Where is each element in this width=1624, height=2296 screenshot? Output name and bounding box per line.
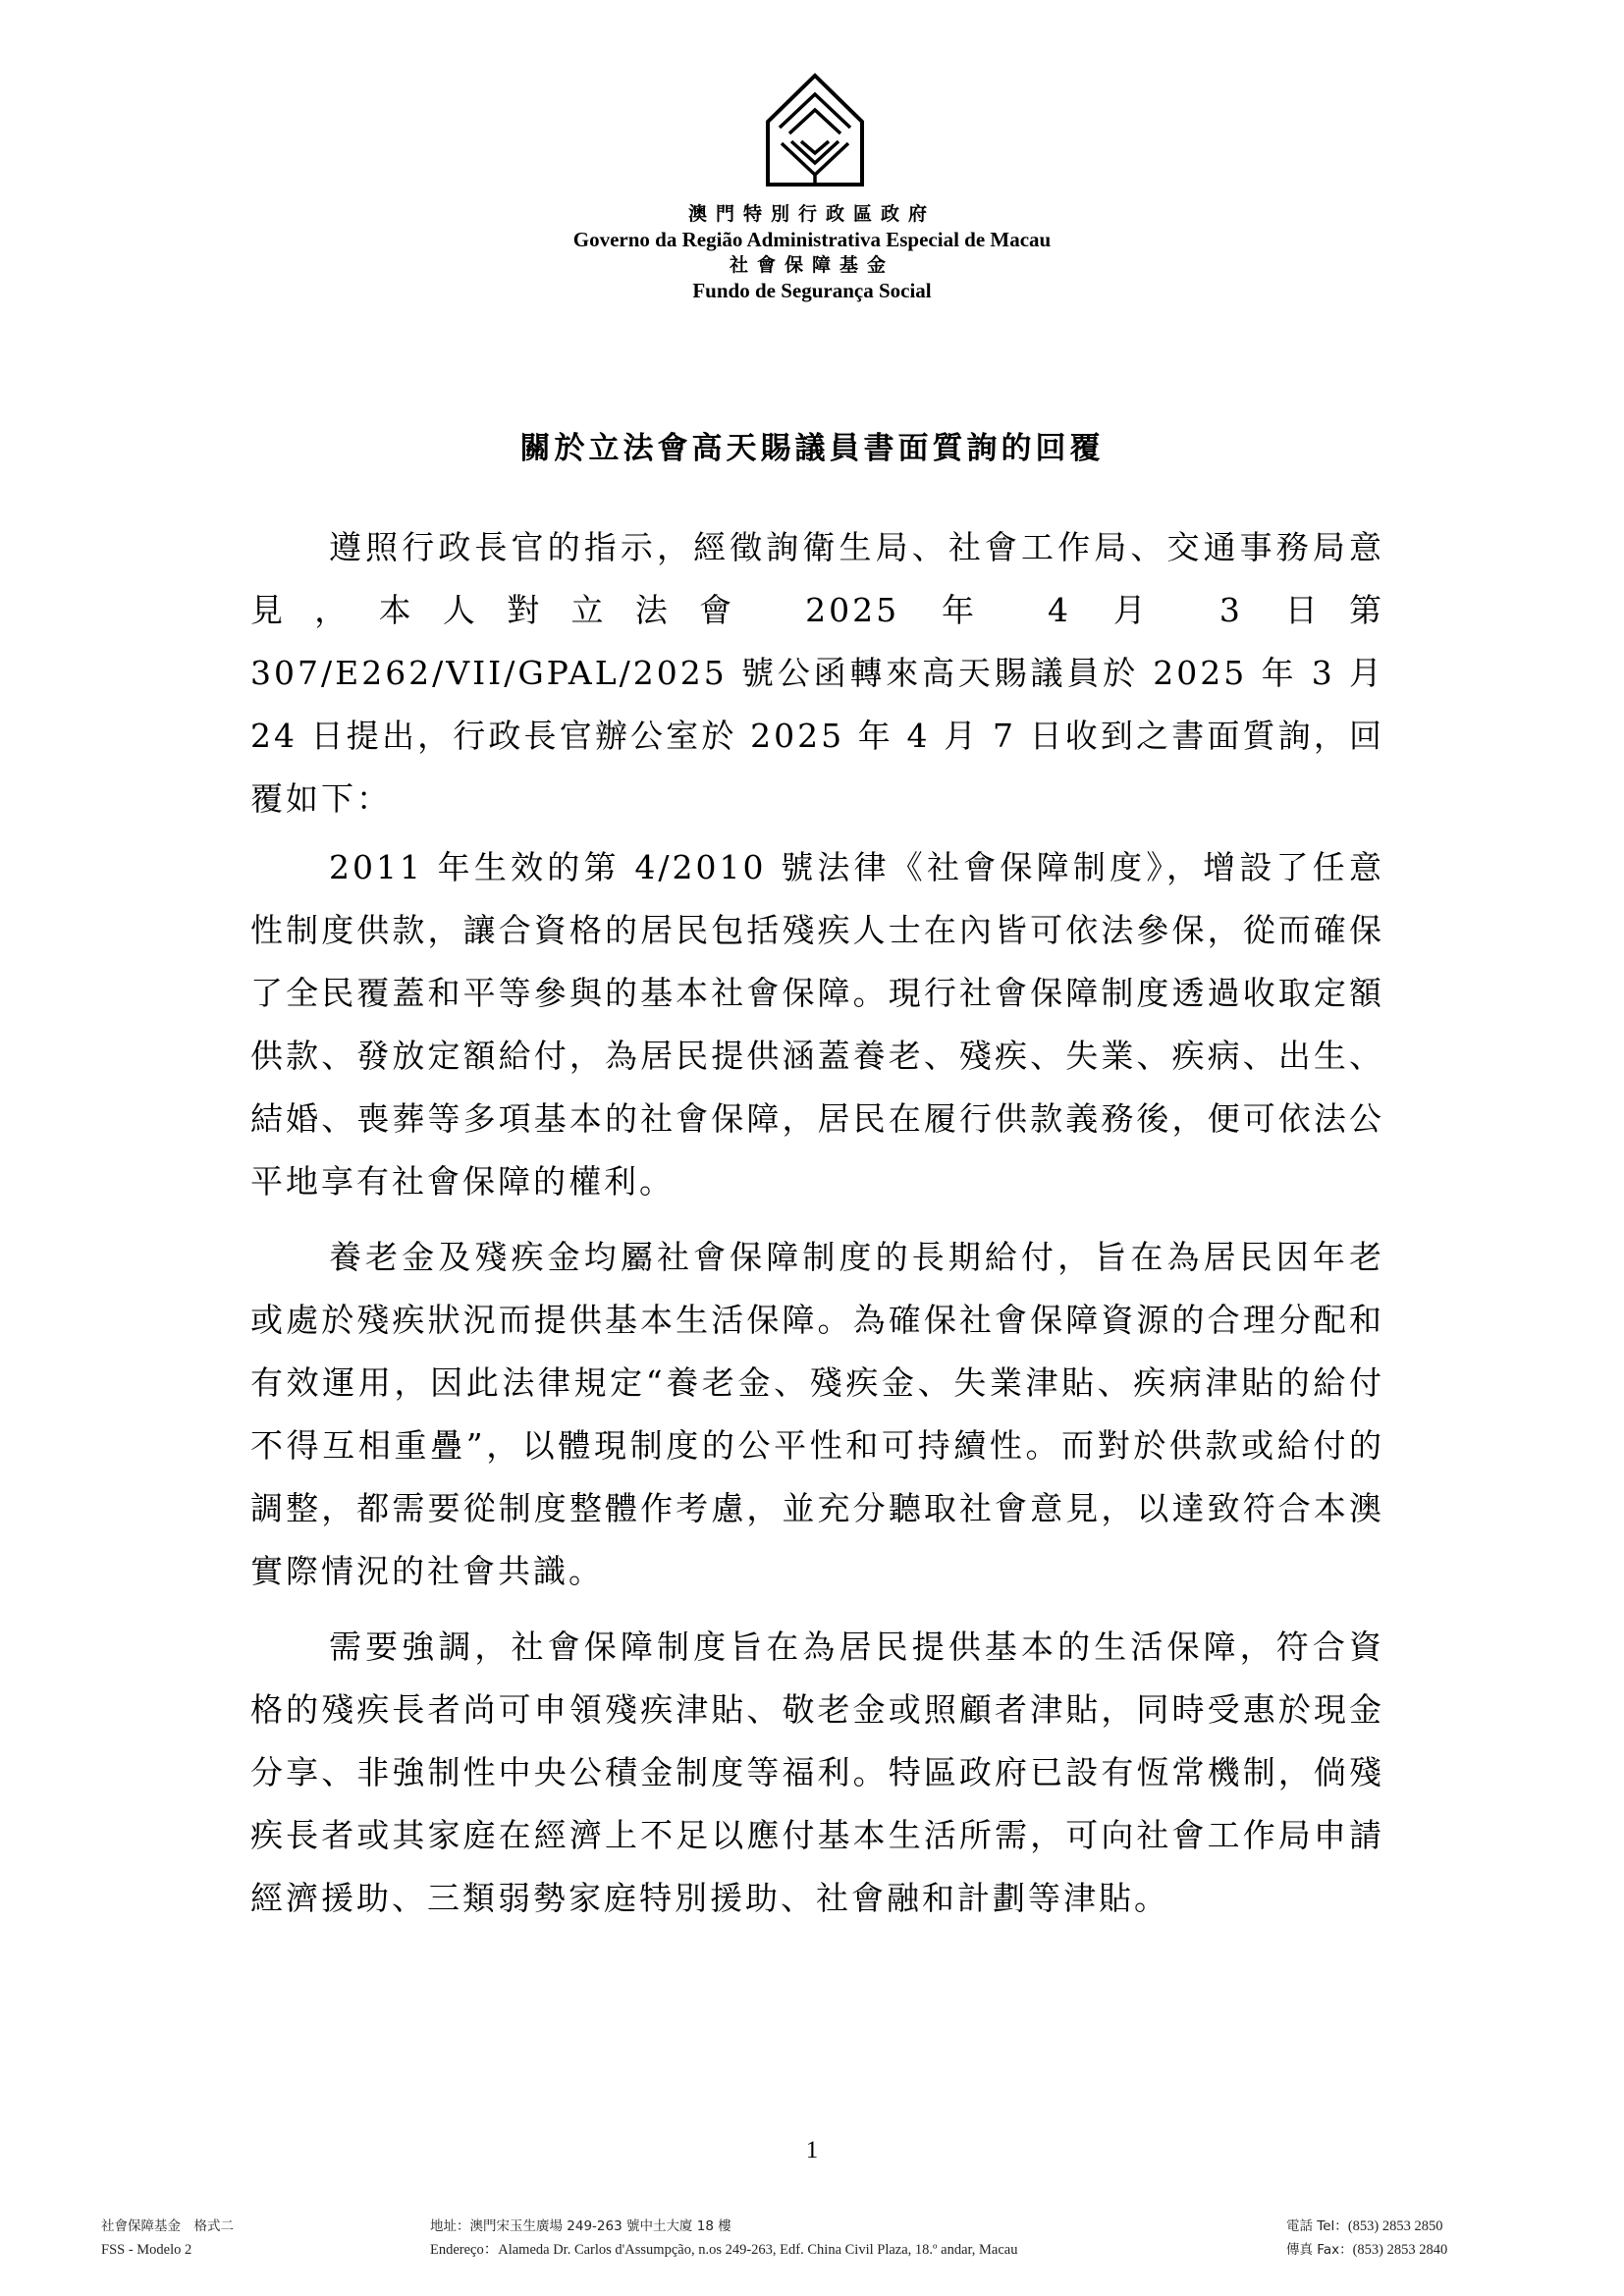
fax-row	[1286, 2238, 1447, 2262]
address-pt: Endereço：Alameda Dr. Carlos d'Assumpção, n.os 249-263, Edf. China Civil Plaza, 18.º andar, Macau	[430, 2242, 1018, 2258]
footer-address	[430, 2215, 1017, 2262]
fss-logo-emblem	[766, 73, 864, 187]
department-name-zh: 社會保障基金	[729, 254, 894, 276]
paragraph-social-security-system: 2011 年生效的第 4/2010 號法律《社會保障制度》，增設了任意性制度供款，讓合資格的居民包括殘疾人士在內皆可依法參保，從而確保了全民覆蓋和平等參與的基本社會保障。現行社會保障制度透過收取定額供款、發放定額給付，為居民提供涵蓋養老、殘疾、失業、疾病、出生、結婚、喪葬等多項基本的社會保障，居民在履行供款義務後，便可依法公平地享有社會保障的權利。	[250, 848, 1384, 1201]
form-code-zh: 社會保障基金 格式二	[101, 2218, 234, 2234]
paragraph-intro: 遵照行政長官的指示，經徵詢衛生局、社會工作局、交通事務局意見，本人對立法會 2025 年 4 月 3 日第 307/E262/VII/GPAL/2025 號公函轉來高天賜議員於 2025 年 3 月 24 日提出，行政長官辦公室於 2025 年 4 月 7 日收到之書面質詢，回覆如下：	[250, 528, 1384, 818]
document-body	[250, 516, 1384, 1943]
government-name-pt: Governo da Região Administrativa Especial de Macau	[572, 228, 1052, 251]
paragraph-additional-support: 需要強調，社會保障制度旨在為居民提供基本的生活保障，符合資格的殘疾長者尚可申領殘疾津貼、敬老金或照顧者津貼，同時受惠於現金分享、非強制性中央公積金制度等福利。特區政府已設有恆常機制，倘殘疾長者或其家庭在經濟上不足以應付基本生活所需，可向社會工作局申請經濟援助、三類弱勢家庭特別援助、社會融和計劃等津貼。	[250, 1628, 1384, 1917]
telephone-label: 電話 Tel：	[1286, 2218, 1348, 2234]
letterhead	[419, 201, 1205, 303]
government-name-zh: 澳門特別行政區政府	[687, 203, 936, 225]
fax-label: 傳真 Fax：	[1286, 2242, 1353, 2258]
address-zh: 地址：澳門宋玉生廣場 249-263 號中土大廈 18 樓	[430, 2218, 731, 2234]
page-number: 1	[805, 2137, 819, 2163]
document-title: 關於立法會高天賜議員書面質詢的回覆	[519, 431, 1105, 466]
paragraph-long-term-benefits: 養老金及殘疾金均屬社會保障制度的長期給付，旨在為居民因年老或處於殘疾狀況而提供基本生活保障。為確保社會保障資源的合理分配和有效運用，因此法律規定“養老金、殘疾金、失業津貼、疾病津貼的給付不得互相重疊”，以體現制度的公平性和可持續性。而對於供款或給付的調整，都需要從制度整體作考慮，並充分聽取社會意見，以達致符合本澳實際情況的社會共識。	[250, 1238, 1384, 1590]
footer-form-id	[101, 2215, 234, 2262]
department-name-pt: Fundo de Segurança Social	[692, 279, 932, 302]
footer-contact	[1286, 2215, 1447, 2262]
form-code-pt: FSS - Modelo 2	[101, 2242, 192, 2258]
telephone-number: (853) 2853 2850	[1347, 2218, 1443, 2234]
telephone-row	[1286, 2215, 1447, 2238]
fax-number: (853) 2853 2840	[1352, 2242, 1448, 2258]
